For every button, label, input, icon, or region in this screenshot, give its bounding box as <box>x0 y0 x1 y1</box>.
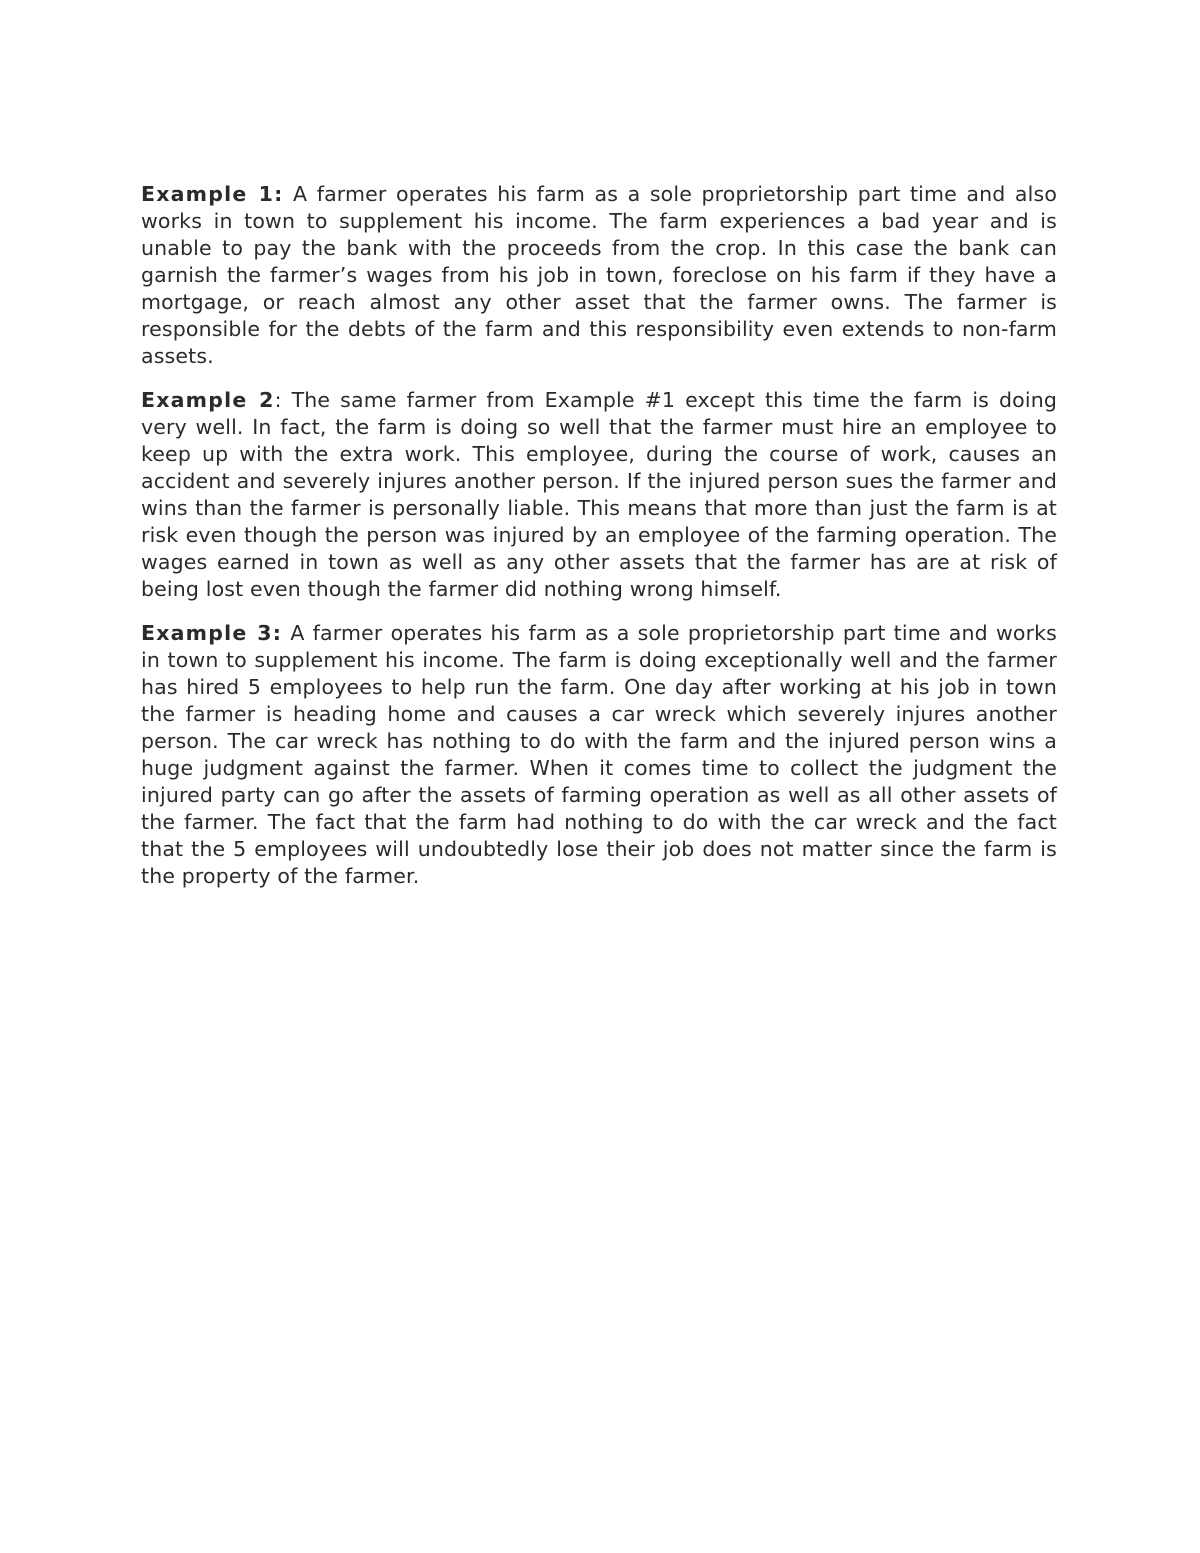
example-1-paragraph <box>141 181 1057 370</box>
example-2-paragraph <box>141 387 1057 603</box>
example-1-text: A farmer operates his farm as a sole proprietorship part time and also works in town to supplement his income. The farm experiences a bad year and is unable to pay the bank with the proceeds from the crop. In this case the bank can garnish the farmer’s wages from his job in town, foreclose on his farm if they have a mortgage, or reach almost any other asset that the farmer owns. The farmer is responsible for the debts of the farm and this responsibility even extends to non-farm assets. <box>141 182 1058 368</box>
example-3-label: Example 3: <box>141 621 283 645</box>
example-1-label: Example 1: <box>141 182 284 206</box>
example-2-label: Example 2 <box>141 388 275 412</box>
example-2-text: : The same farmer from Example #1 except this time the farm is doing very well. In fact, the farm is doing so well that the farmer must hire an employee to keep up with the extra work. This employee, during the course of work, causes an accident and severely injures another person. If the injured person sues the farmer and wins than the farmer is personally liable. This means that more than just the farm is at risk even though the person was injured by an employee of the farming operation. The wages earned in town as well as any other assets that the farmer has are at risk of being lost even though the farmer did nothing wrong himself. <box>141 388 1058 601</box>
example-3-paragraph <box>141 620 1057 890</box>
document-body <box>141 181 1057 907</box>
example-3-text: A farmer operates his farm as a sole proprietorship part time and works in town to supplement his income. The farm is doing exceptionally well and the farmer has hired 5 employees to help run the farm. One day after working at his job in town the farmer is heading home and causes a car wreck which severely injures another person. The car wreck has nothing to do with the farm and the injured person wins a huge judgment against the farmer. When it comes time to collect the judgment the injured party can go after the assets of farming operation as well as all other assets of the farmer. The fact that the farm had nothing to do with the car wreck and the fact that the 5 employees will undoubtedly lose their job does not matter since the farm is the property of the farmer. <box>141 621 1057 888</box>
